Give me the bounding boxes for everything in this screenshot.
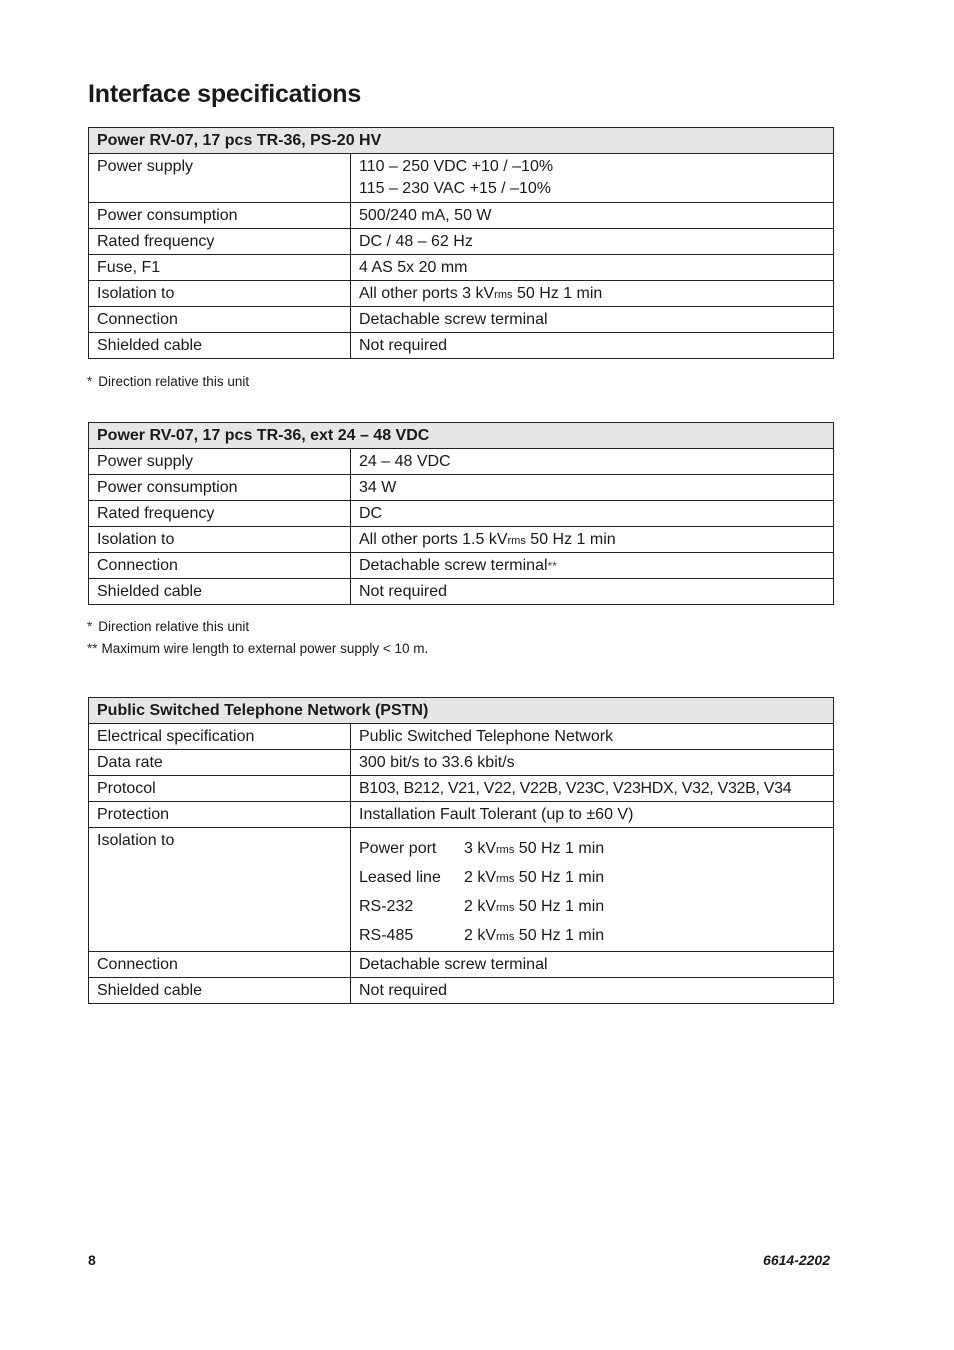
table-header: Public Switched Telephone Network (PSTN)	[89, 698, 834, 724]
rms-subscript: rms	[507, 535, 526, 547]
table-row	[89, 229, 834, 255]
row-label: Rated frequency	[89, 229, 351, 255]
table-row	[89, 724, 834, 750]
table-header-row	[89, 698, 834, 724]
row-label: Shielded cable	[89, 333, 351, 359]
row-label: Connection	[89, 952, 351, 978]
spec-table-power-dc	[88, 422, 834, 605]
rms-subscript: rms	[496, 844, 515, 856]
isolation-port-row	[359, 835, 825, 864]
row-label: Shielded cable	[89, 978, 351, 1004]
row-value: 4 AS 5x 20 mm	[351, 255, 834, 281]
table-row	[89, 475, 834, 501]
footnote-mark: *	[87, 374, 93, 389]
row-value: DC / 48 – 62 Hz	[351, 229, 834, 255]
isolation-port-row	[359, 922, 825, 951]
table-row	[89, 154, 834, 203]
table-row	[89, 802, 834, 828]
row-label: Data rate	[89, 750, 351, 776]
port-isolation	[464, 922, 604, 951]
spec-table-power-hv	[88, 127, 834, 359]
table-row	[89, 307, 834, 333]
row-value: 500/240 mA, 50 W	[351, 203, 834, 229]
footnote-text: Direction relative this unit	[98, 374, 250, 389]
row-value: Installation Fault Tolerant (up to ±60 V)	[351, 802, 834, 828]
rms-subscript: rms	[494, 289, 513, 301]
footnote	[87, 374, 249, 389]
port-name: Leased line	[359, 869, 441, 886]
table-row	[89, 333, 834, 359]
row-value: Public Switched Telephone Network	[351, 724, 834, 750]
table-row	[89, 527, 834, 553]
table-row	[89, 776, 834, 802]
footnote-text: Direction relative this unit	[98, 619, 250, 634]
row-label: Fuse, F1	[89, 255, 351, 281]
footnote-text: Maximum wire length to external power supply < 10 m.	[101, 641, 429, 656]
row-value: 34 W	[351, 475, 834, 501]
row-value: 24 – 48 VDC	[351, 449, 834, 475]
power-supply-ac: 115 – 230 VAC +15 / –10%	[359, 180, 551, 197]
port-name: Power port	[359, 840, 437, 857]
row-label: Power supply	[89, 449, 351, 475]
isolation-prefix: 2 kV	[464, 869, 497, 886]
table-row	[89, 501, 834, 527]
power-supply-dc: 110 – 250 VDC +10 / –10%	[359, 158, 554, 175]
isolation-suffix: 50 Hz 1 min	[514, 869, 605, 886]
isolation-port-row	[359, 864, 825, 893]
isolation-suffix: 50 Hz 1 min	[525, 531, 616, 548]
isolation-prefix: 2 kV	[464, 927, 497, 944]
isolation-suffix: 50 Hz 1 min	[514, 840, 605, 857]
row-label: Protection	[89, 802, 351, 828]
table-row	[89, 978, 834, 1004]
row-label: Rated frequency	[89, 501, 351, 527]
row-value	[351, 281, 834, 307]
table-header-row	[89, 128, 834, 154]
row-value: Detachable screw terminal	[351, 307, 834, 333]
row-value	[351, 828, 834, 952]
document-number: 6614-2202	[763, 1252, 830, 1268]
table-row	[89, 203, 834, 229]
row-value	[351, 553, 834, 579]
row-value: B103, B212, V21, V22, V22B, V23C, V23HDX, V32, V32B, V34	[351, 776, 834, 802]
footnote-mark: **	[87, 641, 98, 656]
table-row	[89, 750, 834, 776]
row-value	[351, 527, 834, 553]
rms-subscript: rms	[496, 873, 515, 885]
port-isolation	[464, 835, 604, 864]
row-label: Protocol	[89, 776, 351, 802]
isolation-suffix: 50 Hz 1 min	[512, 285, 603, 302]
row-label: Electrical specification	[89, 724, 351, 750]
rms-subscript: rms	[496, 902, 515, 914]
table-row	[89, 579, 834, 605]
row-label: Isolation to	[89, 828, 351, 952]
row-value: Detachable screw terminal	[351, 952, 834, 978]
row-value: Not required	[351, 978, 834, 1004]
isolation-suffix: 50 Hz 1 min	[514, 927, 605, 944]
row-value	[351, 154, 834, 203]
row-value: 300 bit/s to 33.6 kbit/s	[351, 750, 834, 776]
isolation-prefix: All other ports 3 kV	[359, 285, 495, 302]
isolation-prefix: 3 kV	[464, 840, 497, 857]
row-label: Connection	[89, 553, 351, 579]
table-row	[89, 952, 834, 978]
page-title: Interface specifications	[88, 80, 362, 108]
table-row	[89, 281, 834, 307]
isolation-prefix: 2 kV	[464, 898, 497, 915]
row-label: Isolation to	[89, 281, 351, 307]
footnote	[87, 619, 249, 634]
footnote	[87, 641, 428, 656]
table-header: Power RV-07, 17 pcs TR-36, ext 24 – 48 VDC	[89, 423, 834, 449]
isolation-port-row	[359, 893, 825, 922]
table-row	[89, 449, 834, 475]
spec-table-pstn	[88, 697, 834, 1004]
row-value: Not required	[351, 333, 834, 359]
row-label: Power consumption	[89, 475, 351, 501]
table-row	[89, 255, 834, 281]
port-isolation	[464, 864, 604, 893]
port-name: RS-232	[359, 898, 414, 915]
table-row	[89, 828, 834, 952]
isolation-suffix: 50 Hz 1 min	[514, 898, 605, 915]
row-label: Power supply	[89, 154, 351, 203]
footnote-mark: *	[87, 619, 93, 634]
connection-value: Detachable screw terminal	[359, 557, 548, 574]
port-isolation	[464, 893, 604, 922]
row-label: Shielded cable	[89, 579, 351, 605]
isolation-prefix: All other ports 1.5 kV	[359, 531, 508, 548]
rms-subscript: rms	[496, 931, 515, 943]
table-header: Power RV-07, 17 pcs TR-36, PS-20 HV	[89, 128, 834, 154]
row-value: Not required	[351, 579, 834, 605]
port-name: RS-485	[359, 927, 414, 944]
table-row	[89, 553, 834, 579]
row-value: DC	[351, 501, 834, 527]
footnote-reference: **	[547, 559, 557, 573]
row-label: Power consumption	[89, 203, 351, 229]
row-label: Connection	[89, 307, 351, 333]
table-header-row	[89, 423, 834, 449]
row-label: Isolation to	[89, 527, 351, 553]
page-number: 8	[88, 1252, 96, 1268]
